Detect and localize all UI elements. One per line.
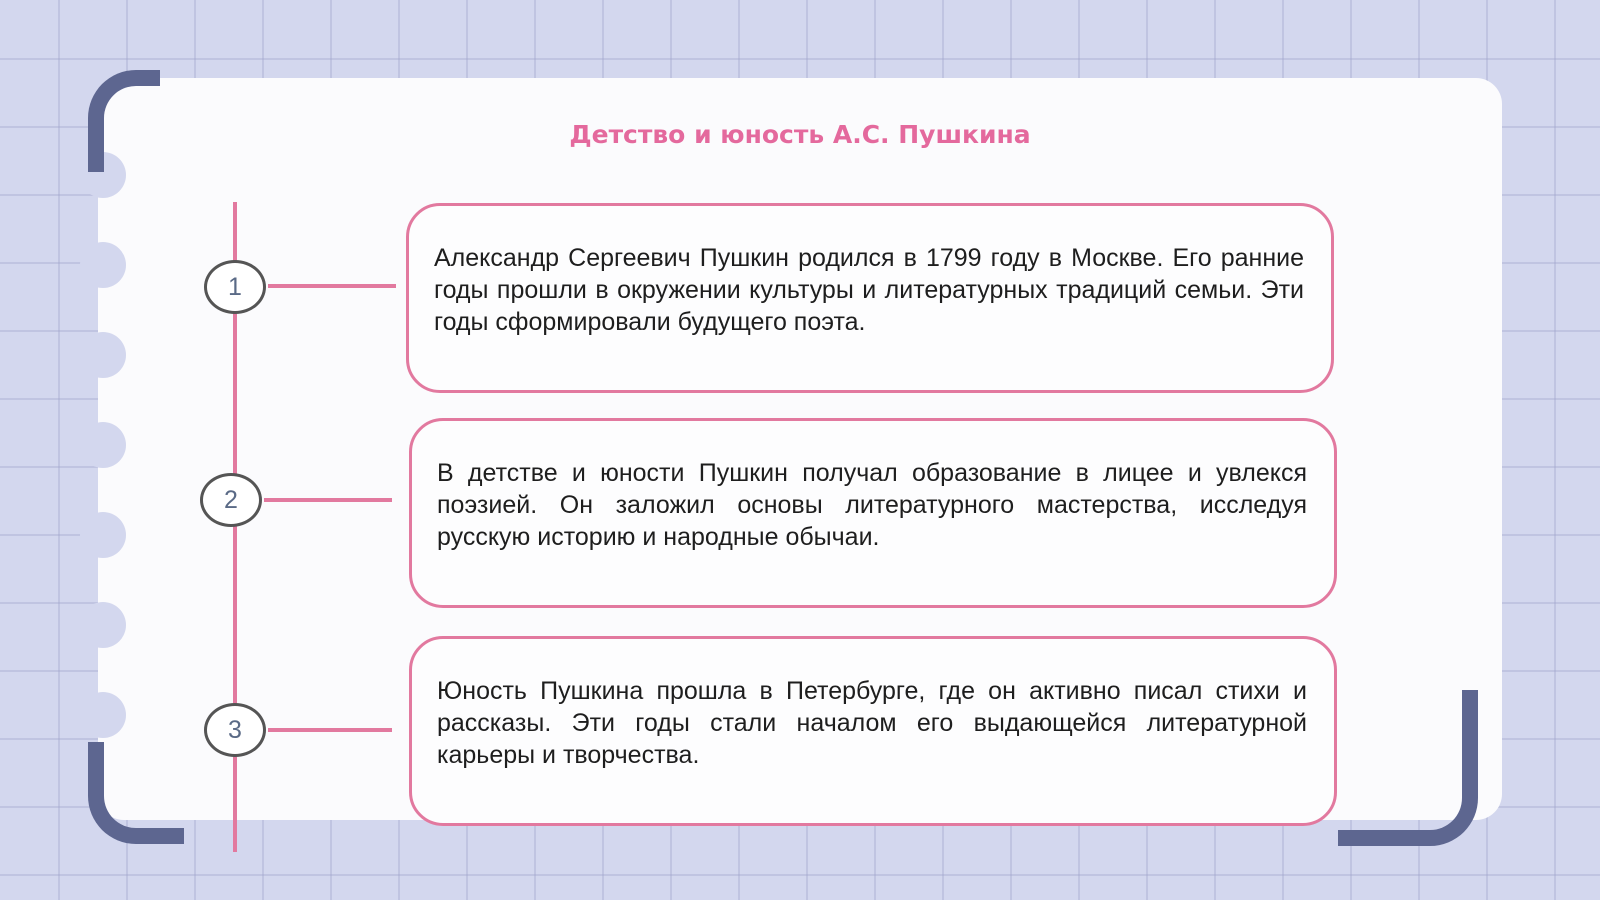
card-edge-notch — [80, 512, 126, 558]
timeline-card-2 — [409, 418, 1337, 608]
timeline-card-1 — [406, 203, 1334, 393]
corner-bracket-bottom-right — [1338, 690, 1478, 846]
card-text: Александр Сергеевич Пушкин родился в 1799 году в Москве. Его ранние годы прошли в окружении культуры и литературных традиций семьи. Эти годы сформировали будущего поэта. — [434, 244, 1304, 336]
card-edge-notch — [80, 692, 126, 738]
timeline-connector-3 — [268, 728, 392, 732]
timeline-step-1 — [204, 260, 266, 314]
card-edge-notch — [80, 332, 126, 378]
timeline-connector-1 — [268, 284, 396, 288]
card-edge-notch — [80, 242, 126, 288]
step-number: 2 — [224, 485, 238, 514]
timeline-card-3 — [409, 636, 1337, 826]
corner-bracket-bottom-left — [88, 742, 184, 844]
step-number: 3 — [228, 715, 242, 744]
timeline-step-3 — [204, 703, 266, 757]
card-edge-notch — [80, 422, 126, 468]
card-text: В детстве и юности Пушкин получал образование в лицее и увлекся поэзией. Он заложил основы литературного мастерства, исследуя русскую историю и народные обычаи. — [437, 459, 1307, 551]
card-text: Юность Пушкина прошла в Петербурге, где он активно писал стихи и рассказы. Эти годы стали началом его выдающейся литературной карьеры и творчества. — [437, 677, 1307, 769]
step-number: 1 — [228, 272, 242, 301]
timeline-connector-2 — [264, 498, 392, 502]
card-edge-notch — [80, 602, 126, 648]
page-title: Детство и юность А.С. Пушкина — [569, 120, 1031, 149]
timeline-step-2 — [200, 473, 262, 527]
